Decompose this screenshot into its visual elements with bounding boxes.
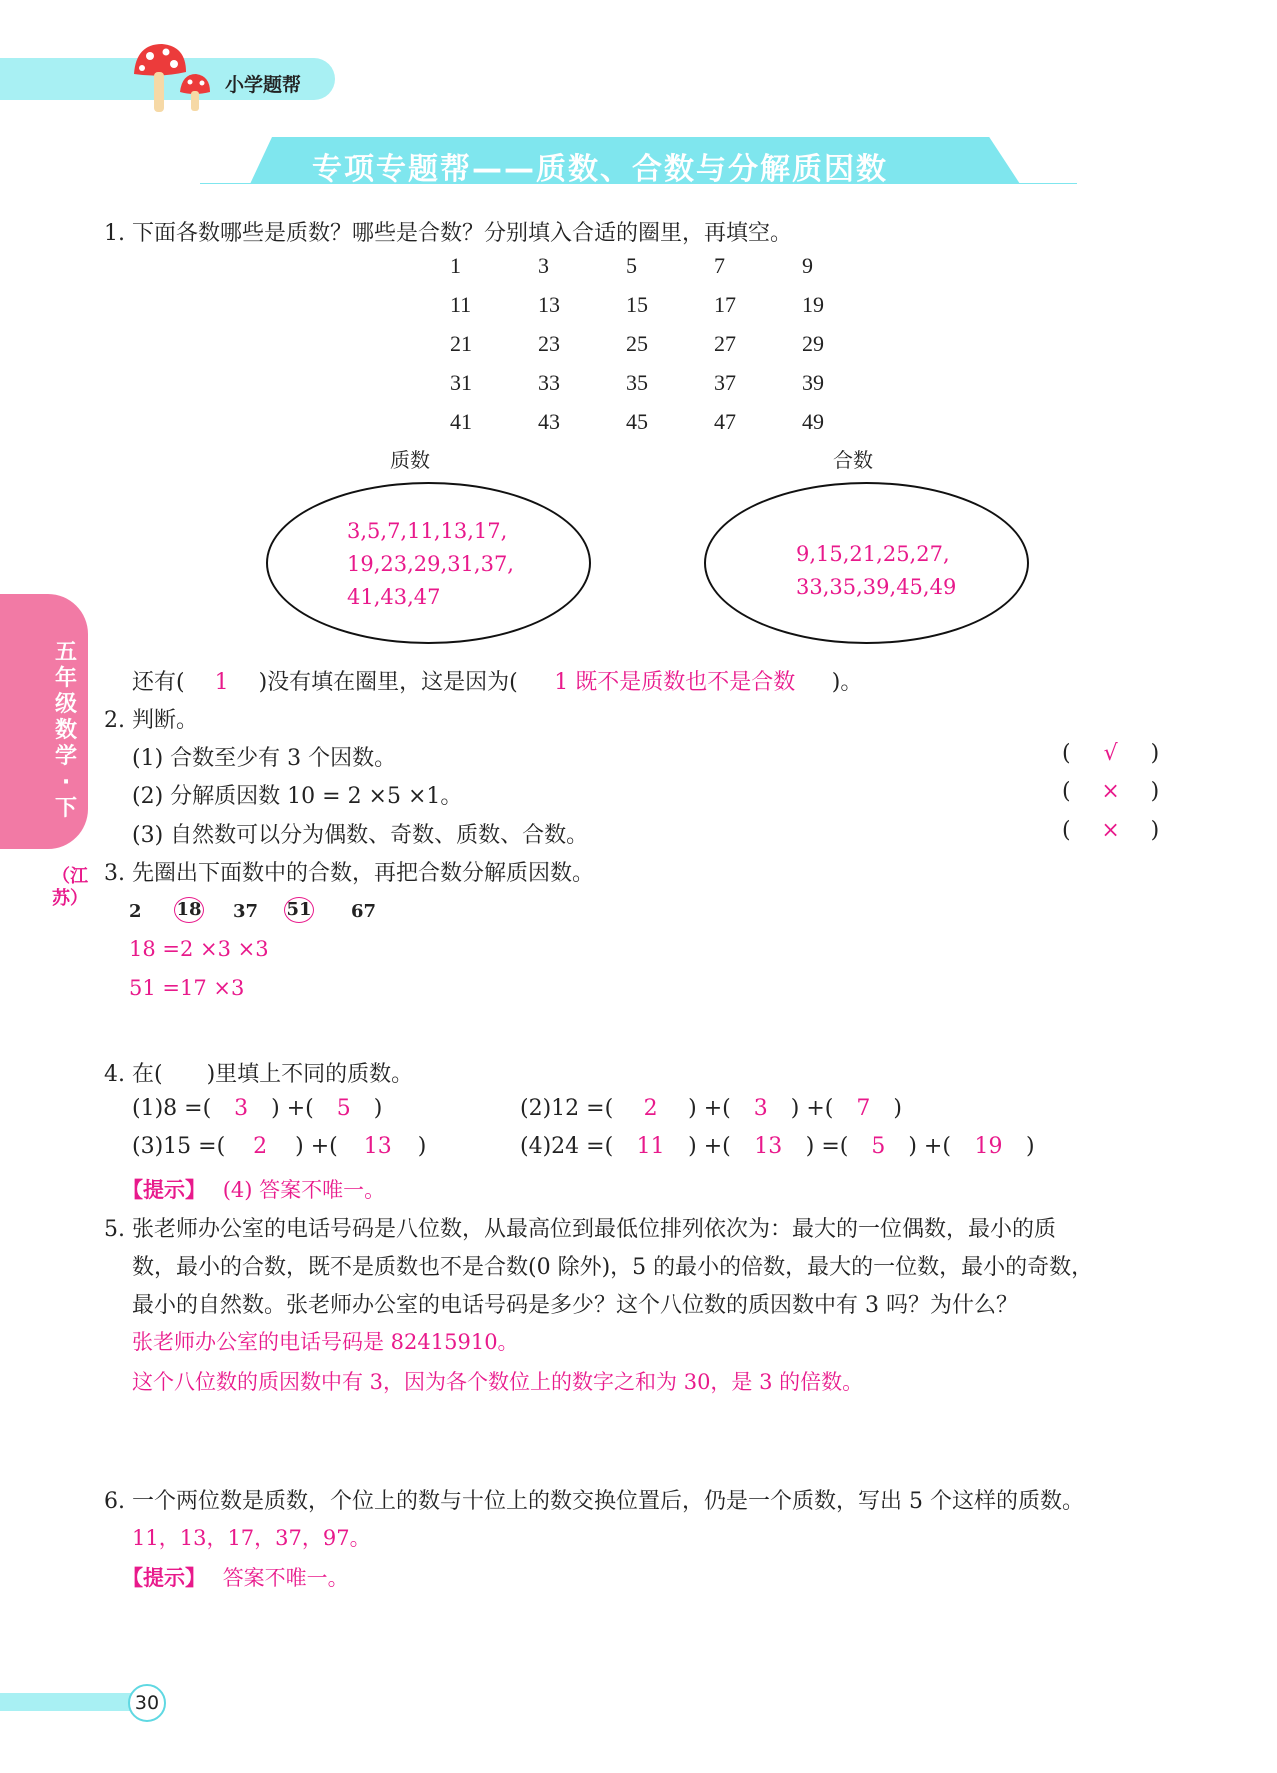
q4-answer: 13 (363, 1134, 392, 1159)
q3-answer: 18 =2 ×3 ×3 (129, 937, 269, 961)
q3-answer: 51 =17 ×3 (129, 976, 245, 1000)
grid-cell: 29 (802, 331, 824, 356)
prime-answer (347, 515, 514, 614)
check-mark-icon: √ (1103, 741, 1118, 766)
grid-cell: 23 (538, 331, 560, 356)
grid-cell: 17 (714, 292, 736, 317)
number-grid (450, 253, 890, 436)
hint-text: 答案不唯一。 (222, 1566, 349, 1590)
grid-cell: 5 (626, 253, 637, 278)
q1-fill-answer: 1 既不是质数也不是合数 (554, 670, 796, 695)
grid-cell: 43 (538, 409, 560, 434)
q5-line: 数，最小的合数，既不是质数也不是合数(0 除外)，5 的最小的倍数，最大的一位数，最小的奇数， (132, 1255, 1094, 1280)
q6-answer: 11，13，17，37，97。 (132, 1526, 371, 1550)
grid-cell: 11 (450, 292, 472, 317)
prime-answer-line: 41,43,47 (347, 585, 441, 609)
q1-fill-text: 还有( (132, 670, 185, 695)
grid-cell: 33 (538, 370, 560, 395)
q2-mark-box: ( × ) (1062, 818, 1160, 843)
q1-fill-text: )。 (831, 670, 863, 695)
q3-number: 2 (129, 901, 142, 922)
q1-fill-answer: 1 (214, 670, 229, 695)
q2-item: (2) 分解质因数 10 = 2 ×5 ×1。 (132, 784, 463, 809)
composite-answer-line: 9,15,21,25,27, (796, 542, 950, 566)
q4-answer: 2 (253, 1134, 268, 1159)
q4-answer: 13 (754, 1134, 783, 1159)
q4-answer: 3 (234, 1096, 249, 1121)
side-tab-label: 五年级数学·下 (54, 640, 77, 821)
q4-answer: 5 (336, 1096, 351, 1121)
q4-answer: 5 (871, 1134, 886, 1159)
grid-cell: 47 (714, 409, 736, 434)
composite-answer-line: 33,35,39,45,49 (796, 575, 957, 599)
grid-cell: 25 (626, 331, 648, 356)
q5-answer: 这个八位数的质因数中有 3，因为各个数位上的数字之和为 30，是 3 的倍数。 (132, 1370, 864, 1394)
page-title: 专项专题帮——质数、合数与分解质因数 (312, 152, 888, 187)
grid-cell: 7 (714, 253, 725, 278)
q3-number: 67 (351, 901, 377, 922)
q4-part: (2)12 =( 2 ) +( 3 ) +( 7 ) (520, 1096, 902, 1121)
prime-answer-line: 19,23,29,31,37, (347, 552, 514, 576)
grid-cell: 3 (538, 253, 549, 278)
grid-cell: 21 (450, 331, 472, 356)
grid-cell: 15 (626, 292, 648, 317)
grid-cell: 1 (450, 253, 461, 278)
q3-prompt: 3. 先圈出下面数中的合数，再把合数分解质因数。 (104, 861, 594, 886)
q2-item: (3) 自然数可以分为偶数、奇数、质数、合数。 (132, 823, 589, 848)
q4-part: (4)24 =( 11 ) +( 13 ) =( 5 ) +( 19 ) (520, 1134, 1035, 1159)
q1-fill-text: )没有填在圈里，这是因为( (258, 670, 518, 695)
page-number: 30 (128, 1684, 166, 1722)
q4-prompt: 4. 在( )里填上不同的质数。 (104, 1062, 414, 1087)
q6-prompt: 6. 一个两位数是质数，个位上的数与十位上的数交换位置后，仍是一个质数，写出 5 个这样的质数。 (104, 1489, 1084, 1514)
grid-cell: 49 (802, 409, 824, 434)
hint-tag: 【提示】 (122, 1178, 206, 1202)
q2-prompt: 2. 判断。 (104, 708, 198, 733)
cross-mark-icon: × (1101, 779, 1120, 804)
composite-label: 合数 (833, 448, 873, 472)
q4-answer: 2 (643, 1096, 658, 1121)
hint-text: (4) 答案不唯一。 (222, 1178, 386, 1202)
grid-cell: 35 (626, 370, 648, 395)
q4-part: (3)15 =( 2 ) +( 13 ) (132, 1134, 427, 1159)
prime-answer-line: 3,5,7,11,13,17, (347, 519, 508, 543)
q4-answer: 19 (974, 1134, 1003, 1159)
q5-line: 最小的自然数。张老师办公室的电话号码是多少？这个八位数的质因数中有 3 吗？为什么？ (132, 1293, 1018, 1318)
grid-cell: 39 (802, 370, 824, 395)
q6-hint (122, 1562, 349, 1592)
q3-circled-number: 18 (174, 897, 204, 923)
grid-cell: 9 (802, 253, 813, 278)
hint-tag: 【提示】 (122, 1566, 206, 1590)
q1-prompt: 1. 下面各数哪些是质数？哪些是合数？分别填入合适的圈里，再填空。 (104, 221, 792, 246)
q2-mark-box: ( × ) (1062, 779, 1160, 804)
q4-answer: 7 (856, 1096, 871, 1121)
q2-item: (1) 合数至少有 3 个因数。 (132, 746, 397, 771)
q1-fill-line (132, 665, 862, 696)
cross-mark-icon: × (1101, 818, 1120, 843)
q5-line: 5. 张老师办公室的电话号码是八位数，从最高位到最低位排列依次为：最大的一位偶数，最小的质 (104, 1217, 1056, 1242)
prime-label: 质数 (390, 448, 430, 472)
q5-answer: 张老师办公室的电话号码是 82415910。 (132, 1330, 519, 1354)
grid-cell: 41 (450, 409, 472, 434)
q4-answer: 3 (753, 1096, 768, 1121)
q3-number: 37 (233, 901, 259, 922)
side-tab-region: （江苏） (52, 866, 88, 909)
grid-cell: 45 (626, 409, 648, 434)
grid-cell: 19 (802, 292, 824, 317)
q4-answer: 11 (636, 1134, 665, 1159)
grid-cell: 31 (450, 370, 472, 395)
q4-hint (122, 1174, 385, 1204)
mushroom-logo-icon (128, 42, 218, 116)
q3-circled-number: 51 (284, 897, 314, 923)
q2-mark-box: ( √ ) (1062, 741, 1160, 766)
composite-answer (796, 538, 956, 604)
footer-band (0, 1693, 148, 1711)
q4-part: (1)8 =( 3 ) +( 5 ) (132, 1096, 383, 1121)
grid-cell: 13 (538, 292, 560, 317)
brand-name: 小学题帮 (225, 74, 302, 96)
grid-cell: 27 (714, 331, 736, 356)
grid-cell: 37 (714, 370, 736, 395)
